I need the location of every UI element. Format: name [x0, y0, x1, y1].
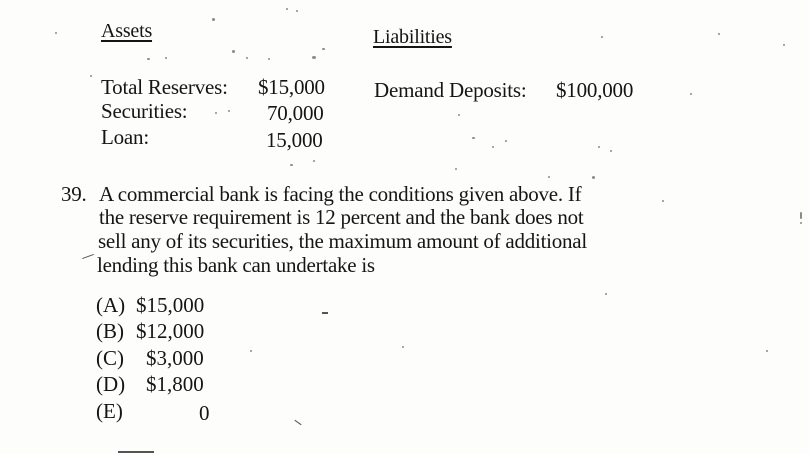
- option-a-value: $15,000: [136, 293, 205, 317]
- speck: [55, 32, 57, 34]
- speck: [165, 57, 167, 59]
- speck: [90, 75, 92, 77]
- speck: [783, 44, 785, 46]
- question-number: 39.: [61, 182, 87, 206]
- securities-value: 70,000: [267, 101, 324, 125]
- speck: [228, 110, 230, 112]
- speck: [212, 18, 215, 21]
- option-b-letter: (B): [96, 319, 124, 343]
- speck: [800, 212, 802, 219]
- speck: [766, 350, 768, 352]
- stray-mark: [294, 420, 301, 425]
- speck: [402, 346, 404, 348]
- question-line-4: lending this bank can undertake is: [97, 253, 375, 277]
- reserves-label: Total Reserves:: [101, 75, 228, 99]
- speck: [662, 200, 664, 202]
- reserves-value: $15,000: [258, 75, 325, 99]
- speck: [605, 293, 607, 295]
- speck: [147, 58, 150, 60]
- speck: [598, 146, 600, 148]
- option-d-value: $1,800: [146, 372, 204, 396]
- option-c-value: $3,000: [146, 346, 204, 370]
- demand-deposits-value: $100,000: [556, 78, 634, 102]
- option-b-value: $12,000: [136, 319, 205, 343]
- speck: [296, 10, 298, 12]
- loan-label: Loan:: [101, 125, 149, 149]
- speck: [313, 160, 315, 162]
- speck: [718, 33, 720, 35]
- speck: [592, 176, 595, 179]
- speck: [610, 150, 612, 152]
- loan-value: 15,000: [266, 128, 323, 152]
- option-c-letter: (C): [96, 346, 124, 370]
- stray-mark: [82, 254, 94, 259]
- speck: [455, 168, 457, 170]
- speck: [246, 57, 248, 59]
- bottom-rule: [118, 451, 154, 453]
- speck: [290, 164, 293, 166]
- speck: [458, 114, 460, 116]
- speck: [232, 50, 235, 53]
- speck: [492, 146, 494, 148]
- stray-mark: [322, 312, 328, 314]
- question-line-2: the reserve requirement is 12 percent and the bank does not: [99, 205, 584, 229]
- option-a-letter: (A): [96, 293, 126, 317]
- option-e-letter: (E): [96, 399, 123, 423]
- assets-header: Assets: [101, 20, 153, 42]
- option-d-letter: (D): [96, 372, 126, 396]
- speck: [548, 176, 550, 178]
- speck: [250, 350, 252, 352]
- liabilities-header: Liabilities: [373, 26, 452, 48]
- option-e-value: 0: [199, 401, 210, 425]
- speck: [800, 222, 802, 224]
- speck: [215, 112, 217, 114]
- demand-deposits-label: Demand Deposits:: [374, 78, 527, 102]
- question-line-3: sell any of its securities, the maximum amount of additional: [98, 229, 587, 253]
- speck: [322, 48, 325, 50]
- speck: [601, 36, 603, 38]
- speck: [505, 140, 507, 142]
- speck: [312, 56, 316, 59]
- speck: [286, 8, 288, 10]
- speck: [472, 137, 475, 139]
- securities-label: Securities:: [101, 99, 188, 123]
- speck: [690, 93, 692, 95]
- speck: [268, 58, 270, 60]
- question-line-1: A commercial bank is facing the conditions given above. If: [99, 182, 582, 206]
